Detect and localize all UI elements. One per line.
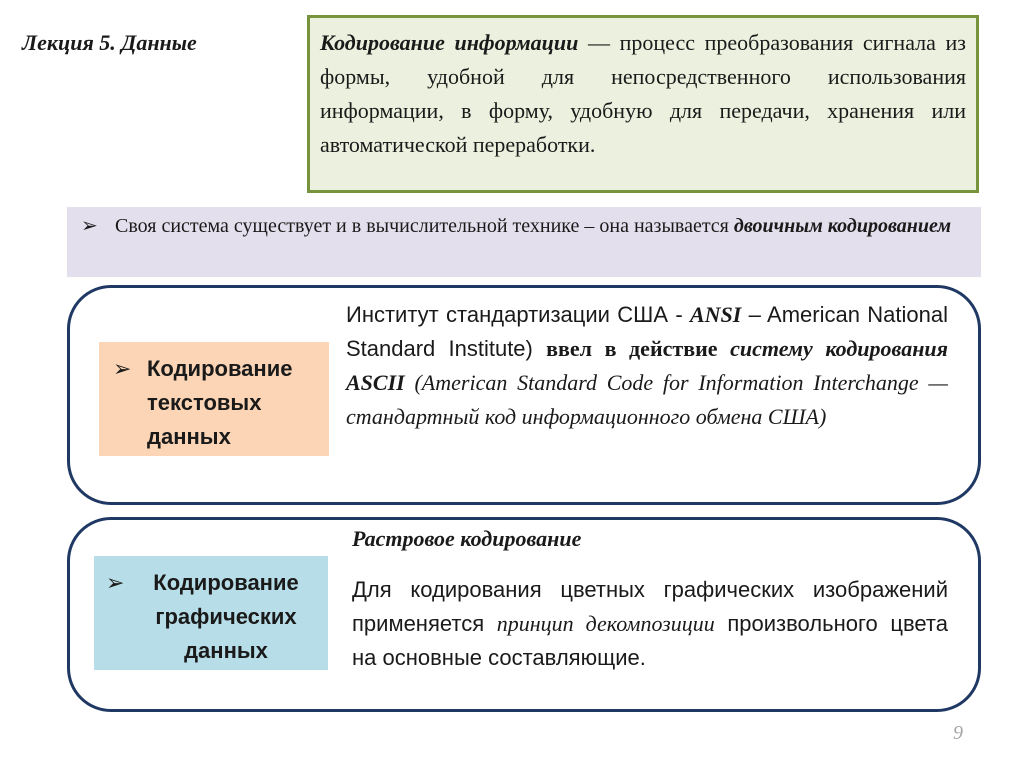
ansi-text-2: – American National Standard Institute): [346, 302, 948, 361]
definition-end: .: [589, 132, 596, 157]
graphic-coding-tag: [94, 556, 328, 670]
lecture-title: Лекция 5. Данные: [22, 30, 197, 55]
binary-text: Своя система существует и в вычислительной технике – она называется: [115, 215, 734, 237]
ansi-acronym: ANSI: [690, 302, 742, 327]
ascii-emphasis: систему кодирования ASCII: [346, 336, 948, 395]
definition-dash: —: [578, 30, 620, 55]
definition-text: процесс преобразования сигнала из формы, удобной для непосредственного использования информации, в форму, удобную для передачи, хранения или автоматической переработки: [320, 30, 966, 157]
text-coding-label: Кодирование текстовых данных: [147, 356, 293, 449]
graphic-coding-label: Кодирование графических данных: [153, 570, 299, 663]
ansi-text-3: ввел в действие: [546, 336, 731, 361]
page-number: 9: [953, 722, 963, 744]
raster-principle: принцип декомпозиции: [496, 611, 715, 636]
text-coding-tag: [99, 342, 329, 456]
ansi-text-4: (American Standard Code for Information Interchange — стандартный код информационного обмена США): [346, 370, 948, 429]
raster-coding-title: Растровое кодирование: [352, 526, 582, 551]
raster-text-1: Для кодирования цветных графических изображений применяется: [352, 577, 948, 636]
bullet-arrow-icon: ➢: [106, 570, 125, 595]
raster-text-2: произвольного цвета на основные составляющие.: [352, 611, 948, 670]
raster-description: [352, 573, 948, 675]
definition-term: Кодирование информации: [320, 30, 579, 55]
binary-coding-bar: [67, 207, 981, 277]
bullet-arrow-icon: ➢: [81, 215, 98, 237]
ansi-text-1: Институт стандартизации США -: [346, 302, 690, 327]
definition-box: [307, 15, 979, 193]
binary-emphasis: двоичным кодированием: [733, 215, 952, 237]
bullet-arrow-icon: ➢: [113, 356, 132, 381]
ansi-description: [346, 298, 948, 434]
